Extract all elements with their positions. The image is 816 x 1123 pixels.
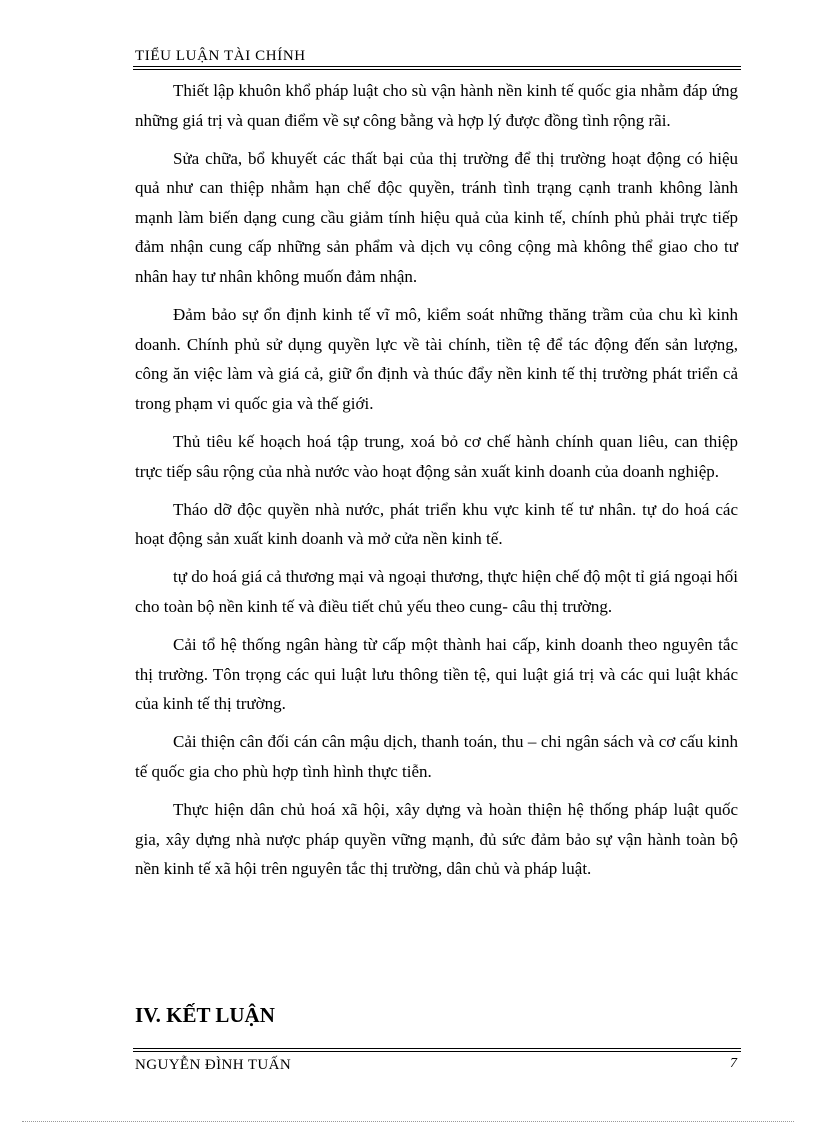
paragraph: Đảm bảo sự ổn định kinh tế vĩ mô, kiểm soát những thăng trầm của chu kì kinh doanh. Chính phủ sử dụng quyền lực về tài chính, tiền tệ để tác động đến sản lượng, công ăn việc làm và giá cả, giữ ổn định và thúc đẩy nền kinh tế thị trường phát triển cả trong phạm vi quốc gia và thế giới.	[135, 305, 738, 413]
page-edge	[22, 1121, 794, 1122]
header-title: TIỂU LUẬN TÀI CHÍNH	[135, 48, 306, 64]
paragraph: Cải tổ hệ thống ngân hàng từ cấp một thành hai cấp, kinh doanh theo nguyên tắc thị trường. Tôn trọng các qui luật lưu thông tiền tệ, qui luật giá trị và các qui luật khác của kinh tế thị trường.	[135, 635, 738, 714]
header-rule	[133, 69, 741, 70]
paragraph: Thiết lập khuôn khổ pháp luật cho sù vận hành nền kinh tế quốc gia nhằm đáp ứng những giá trị và quan điểm về sự công bằng và hợp lý được đồng tình rộng rãi.	[135, 81, 738, 130]
footer-rule	[133, 1048, 741, 1049]
paragraph: Cải thiện cân đối cán cân mậu dịch, thanh toán, thu – chi ngân sách và cơ cấu kinh tế quốc gia cho phù hợp tình hình thực tiễn.	[135, 732, 738, 781]
footer-rule	[133, 1051, 741, 1052]
paragraph: Thực hiện dân chủ hoá xã hội, xây dựng và hoàn thiện hệ thống pháp luật quốc gia, xây dựng nhà nược pháp quyền vững mạnh, đủ sức đảm bảo sự vận hành toàn bộ nền kinh tế xã hội trên nguyên tắc thị trường, dân chủ và pháp luật.	[135, 800, 738, 879]
header-rule	[133, 66, 741, 67]
section-heading: IV. KẾT LUẬN	[135, 1003, 275, 1027]
paragraph: Thủ tiêu kế hoạch hoá tập trung, xoá bỏ cơ chế hành chính quan liêu, can thiệp trực tiếp sâu rộng của nhà nước vào hoạt động sản xuất kinh doanh của doanh nghiệp.	[135, 432, 738, 481]
paragraph: tự do hoá giá cả thương mại và ngoại thương, thực hiện chế độ một tỉ giá ngoại hối cho toàn bộ nền kinh tế và điều tiết chủ yếu theo cung- câu thị trường.	[135, 567, 738, 616]
footer-author: NGUYỄN ĐÌNH TUẤN	[135, 1057, 292, 1073]
body-text	[135, 76, 738, 892]
paragraph: Tháo dỡ độc quyền nhà nước, phát triển khu vực kinh tế tư nhân. tự do hoá các hoạt động sản xuất kinh doanh và mở cửa nền kinh tế.	[135, 499, 738, 549]
paragraph: Sửa chữa, bổ khuyết các thất bại của thị trường để thị trường hoạt động có hiệu quả như can thiệp nhằm hạn chế độc quyền, tránh tình trạng cạnh tranh không lành mạnh làm biến dạng cung cầu giảm tính hiệu quả của kinh tế, chính phủ phải trực tiếp đảm nhận cung cấp những sản phẩm và dịch vụ công cộng mà không thể giao cho tư nhân hay tư nhân không muốn đảm nhận.	[135, 148, 738, 287]
page-number: 7	[730, 1056, 737, 1071]
